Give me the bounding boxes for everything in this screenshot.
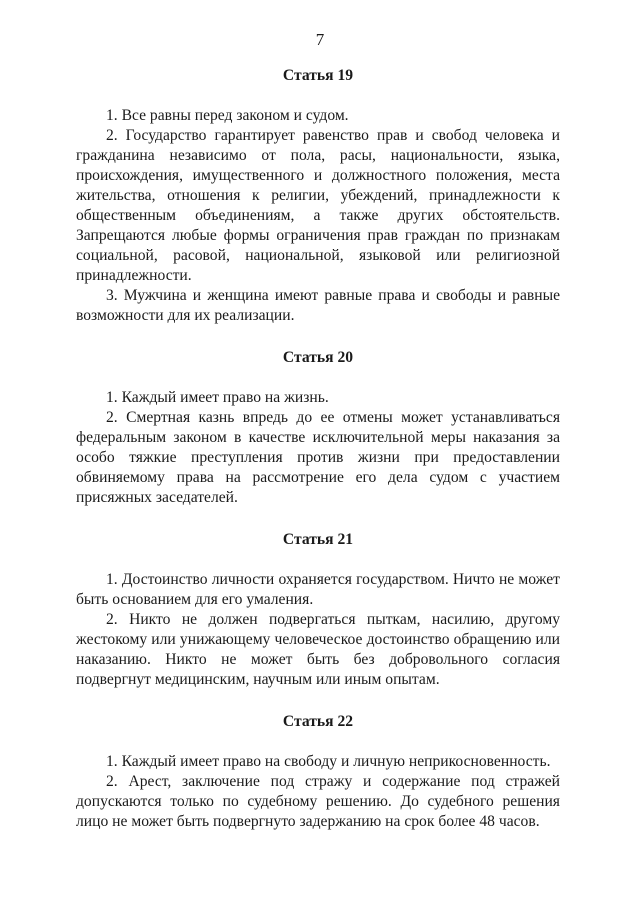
article-19 xyxy=(76,66,560,326)
article-20 xyxy=(76,348,560,508)
article-title: Статья 21 xyxy=(282,531,354,548)
article-paragraph: 1. Каждый имеет право на жизнь. xyxy=(106,389,329,406)
article-paragraph: 2. Никто не должен подвергаться пыткам, насилию, другому жестокому или унижающему человеческое достоинство обращению или наказанию. Никто не может быть без добровольного согласия подвергнут медицинским, научным или иным опытам. xyxy=(76,611,560,688)
article-22 xyxy=(76,712,560,832)
article-title: Статья 19 xyxy=(282,67,354,84)
article-paragraph: 3. Мужчина и женщина имеют равные права и свободы и равные возможности для их реализации. xyxy=(76,287,560,324)
article-paragraph: 1. Каждый имеет право на свободу и личную неприкосновенность. xyxy=(106,753,551,770)
article-title: Статья 20 xyxy=(282,349,354,366)
article-paragraph: 1. Все равны перед законом и судом. xyxy=(106,107,349,124)
article-paragraph: 2. Смертная казнь впредь до ее отмены может устанавливаться федеральным законом в качестве исключительной меры наказания за особо тяжкие преступления против жизни при предоставлении обвиняемому права на рассмотрение его дела судом с участием присяжных заседателей. xyxy=(76,409,560,506)
article-paragraph: 2. Арест, заключение под стражу и содержание под стражей допускаются только по судебному решению. До судебного решения лицо не может быть подвергнуто задержанию на срок более 48 часов. xyxy=(76,773,560,830)
article-21 xyxy=(76,530,560,690)
page-number: 7 xyxy=(315,30,325,49)
article-paragraph: 1. Достоинство личности охраняется государством. Ничто не может быть основанием для его умаления. xyxy=(76,571,560,608)
article-title: Статья 22 xyxy=(282,713,354,730)
article-paragraph: 2. Государство гарантирует равенство прав и свобод человека и гражданина независимо от пола, расы, национальности, языка, происхождения, имущественного и должностного положения, места жительства, отношения к религии, убеждений, принадлежности к общественным объединениям, а также других обстоятельств. Запрещаются любые формы ограничения прав граждан по признакам социальной, расовой, национальной, языковой или религиозной принадлежности. xyxy=(76,127,560,284)
document-body xyxy=(76,66,560,854)
